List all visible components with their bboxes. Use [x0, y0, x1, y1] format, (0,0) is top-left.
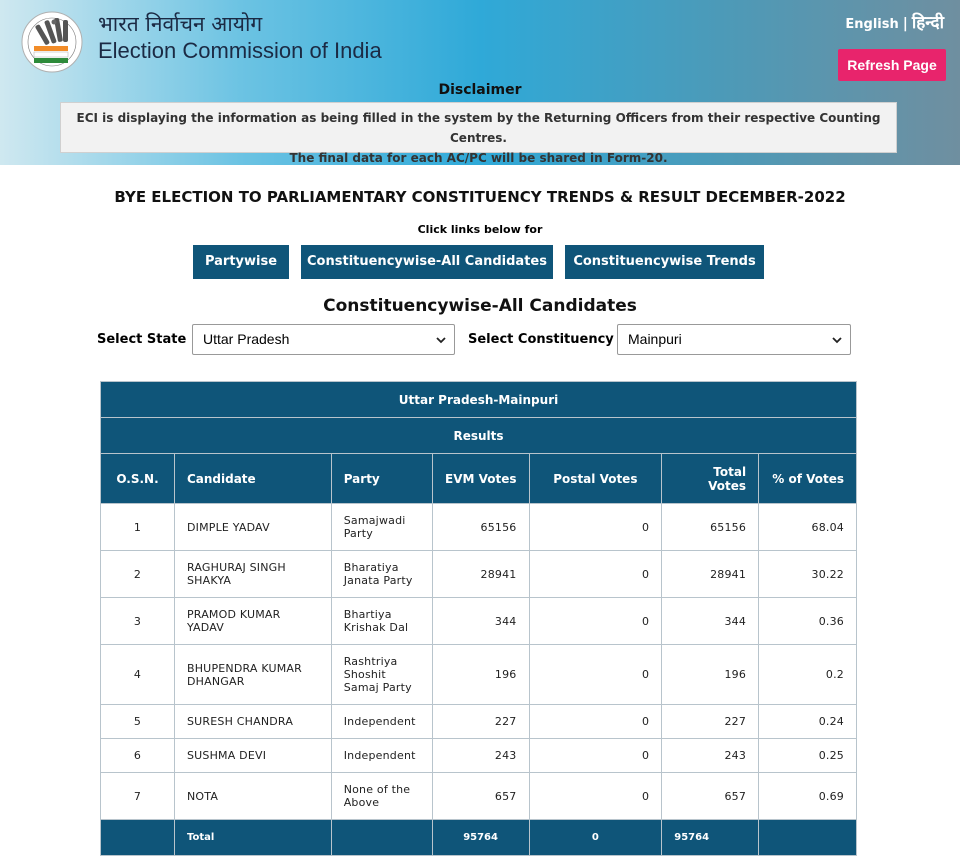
total-empty-cell — [759, 820, 857, 856]
total-postal-votes: 0 — [529, 820, 662, 856]
col-header-party: Party — [331, 454, 432, 504]
percent-votes-cell: 0.36 — [759, 598, 857, 645]
col-header-postal-votes: Postal Votes — [529, 454, 662, 504]
chevron-down-icon — [436, 335, 446, 345]
lang-english-link[interactable]: English — [845, 17, 899, 32]
disclaimer-title: Disclaimer — [438, 82, 522, 98]
total-votes-cell: 65156 — [662, 504, 759, 551]
nav-constituencywise-all-candidates-button[interactable]: Constituencywise-All Candidates — [301, 245, 553, 279]
osn-cell: 1 — [101, 504, 175, 551]
select-constituency-label: Select Constituency — [468, 332, 614, 347]
refresh-page-button[interactable]: Refresh Page — [838, 49, 946, 81]
table-row — [101, 551, 857, 598]
percent-votes-cell: 30.22 — [759, 551, 857, 598]
postal-votes-cell: 0 — [529, 705, 662, 739]
percent-votes-cell: 68.04 — [759, 504, 857, 551]
click-links-label: Click links below for — [417, 223, 543, 236]
brand-hindi: भारत निर्वाचन आयोग — [98, 12, 263, 36]
site-header — [0, 0, 960, 165]
postal-votes-cell: 0 — [529, 598, 662, 645]
total-votes-cell: 243 — [662, 739, 759, 773]
total-votes-cell: 344 — [662, 598, 759, 645]
table-row — [101, 739, 857, 773]
candidate-cell: DIMPLE YADAV — [174, 504, 331, 551]
lang-separator: | — [902, 16, 908, 32]
evm-votes-cell: 65156 — [432, 504, 529, 551]
table-subcaption: Results — [101, 418, 857, 454]
brand-english: Election Commission of India — [98, 38, 382, 63]
postal-votes-cell: 0 — [529, 739, 662, 773]
nav-constituencywise-trends-button[interactable]: Constituencywise Trends — [565, 245, 764, 279]
table-caption: Uttar Pradesh-Mainpuri — [101, 382, 857, 418]
candidate-cell: SURESH CHANDRA — [174, 705, 331, 739]
candidate-cell: RAGHURAJ SINGH SHAKYA — [174, 551, 331, 598]
evm-votes-cell: 657 — [432, 773, 529, 820]
evm-votes-cell: 196 — [432, 645, 529, 705]
chevron-down-icon — [832, 335, 842, 345]
nav-partywise-button[interactable]: Partywise — [193, 245, 289, 279]
select-state-label: Select State — [97, 332, 187, 347]
evm-votes-cell: 227 — [432, 705, 529, 739]
col-header-evm-votes: EVM Votes — [432, 454, 529, 504]
col-header-percent-votes: % of Votes — [759, 454, 857, 504]
candidate-cell: NOTA — [174, 773, 331, 820]
total-evm-votes: 95764 — [432, 820, 529, 856]
evm-votes-cell: 344 — [432, 598, 529, 645]
total-votes-cell: 28941 — [662, 551, 759, 598]
table-row — [101, 598, 857, 645]
party-cell: Bhartiya Krishak Dal — [331, 598, 432, 645]
evm-votes-cell: 28941 — [432, 551, 529, 598]
col-header-candidate: Candidate — [174, 454, 331, 504]
disclaimer-line-2: The final data for each AC/PC will be shared in Form-20. — [289, 151, 668, 165]
party-cell: None of the Above — [331, 773, 432, 820]
constituency-select[interactable] — [617, 324, 851, 355]
percent-votes-cell: 0.25 — [759, 739, 857, 773]
col-header-osn: O.S.N. — [101, 454, 175, 504]
disclaimer-line-1: ECI is displaying the information as being filled in the system by the Returning Officers from their respective Counting Centres. — [76, 111, 881, 145]
total-votes-cell: 227 — [662, 705, 759, 739]
percent-votes-cell: 0.24 — [759, 705, 857, 739]
table-row — [101, 705, 857, 739]
total-label: Total — [174, 820, 331, 856]
percent-votes-cell: 0.69 — [759, 773, 857, 820]
candidate-cell: SUSHMA DEVI — [174, 739, 331, 773]
osn-cell: 5 — [101, 705, 175, 739]
total-empty-cell — [101, 820, 175, 856]
candidate-cell: PRAMOD KUMAR YADAV — [174, 598, 331, 645]
party-cell: Samajwadi Party — [331, 504, 432, 551]
lang-hindi-link[interactable]: हिन्दी — [911, 13, 944, 33]
results-table — [100, 381, 857, 856]
osn-cell: 2 — [101, 551, 175, 598]
col-header-total-votes: Total Votes — [662, 454, 759, 504]
total-empty-cell — [331, 820, 432, 856]
constituency-select-value: Mainpuri — [628, 331, 682, 347]
total-total-votes: 95764 — [662, 820, 759, 856]
total-votes-cell: 657 — [662, 773, 759, 820]
page-title: BYE ELECTION TO PARLIAMENTARY CONSTITUENCY TRENDS & RESULT DECEMBER-2022 — [114, 188, 846, 206]
postal-votes-cell: 0 — [529, 645, 662, 705]
table-row — [101, 773, 857, 820]
table-row — [101, 645, 857, 705]
section-title: Constituencywise-All Candidates — [323, 296, 637, 316]
postal-votes-cell: 0 — [529, 551, 662, 598]
party-cell: Independent — [331, 705, 432, 739]
language-switcher — [845, 10, 944, 33]
table-row — [101, 504, 857, 551]
disclaimer-box — [60, 102, 897, 165]
party-cell: Rashtriya Shoshit Samaj Party — [331, 645, 432, 705]
osn-cell: 3 — [101, 598, 175, 645]
osn-cell: 6 — [101, 739, 175, 773]
percent-votes-cell: 0.2 — [759, 645, 857, 705]
postal-votes-cell: 0 — [529, 504, 662, 551]
candidate-cell: BHUPENDRA KUMAR DHANGAR — [174, 645, 331, 705]
party-cell: Independent — [331, 739, 432, 773]
eci-logo[interactable] — [16, 8, 90, 74]
total-votes-cell: 196 — [662, 645, 759, 705]
postal-votes-cell: 0 — [529, 773, 662, 820]
osn-cell: 4 — [101, 645, 175, 705]
osn-cell: 7 — [101, 773, 175, 820]
total-row — [101, 820, 857, 856]
state-select[interactable] — [192, 324, 455, 355]
party-cell: Bharatiya Janata Party — [331, 551, 432, 598]
evm-votes-cell: 243 — [432, 739, 529, 773]
state-select-value: Uttar Pradesh — [203, 331, 290, 347]
